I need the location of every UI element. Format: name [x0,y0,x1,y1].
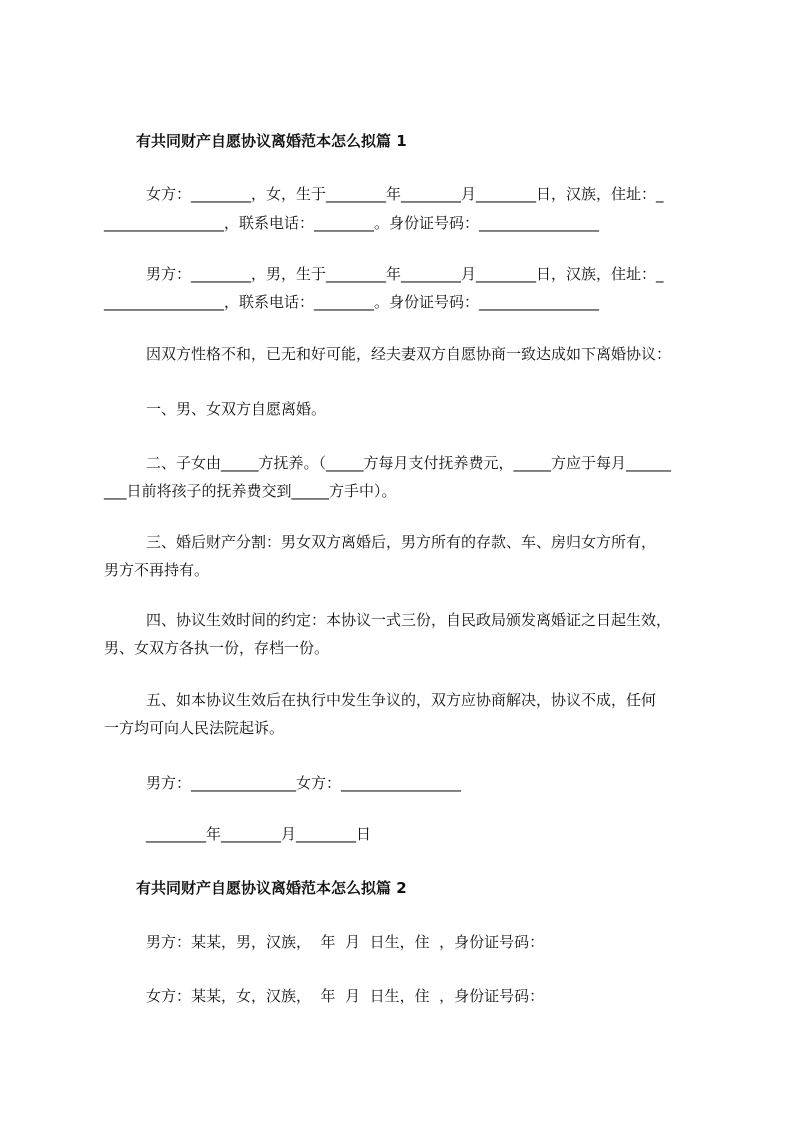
clause-2-line-1: 二、子女由_____方抚养。（_____方每月支付抚养费元，_____方应于每月______ [146,454,672,472]
clause-4-line-2: 男、女双方各执一份，存档一份。 [104,639,330,657]
wife-info-line-2: ________________，联系电话：________。身份证号码：________________ [104,214,600,232]
clause-2-line-2: ___日前将孩子的抚养费交到_____方手中）。 [104,482,397,500]
section-title-1: 有共同财产自愿协议离婚范本怎么拟篇 1 [136,132,407,150]
husband-info-line-1: 男方：________，男，生于________年________月________日，汉族，住址：_ [146,265,664,283]
section-title-2: 有共同财产自愿协议离婚范本怎么拟篇 2 [136,879,407,897]
clause-4-line-1: 四、协议生效时间的约定：本协议一式三份，自民政局颁发离婚证之日起生效， [146,611,672,629]
clause-5-line-2: 一方均可向人民法院起诉。 [104,719,285,737]
clause-3-line-2: 男方不再持有。 [104,561,210,579]
clause-3-line-1: 三、婚后财产分割：男女双方离婚后，男方所有的存款、车、房归女方所有， [146,533,657,551]
clause-5-line-1: 五、如本协议生效后在执行中发生争议的，双方应协商解决，协议不成，任何 [146,691,657,709]
husband-info-line-2: ________________，联系电话：________。身份证号码：________________ [104,293,600,311]
date-line: ________年________月________日 [146,825,372,843]
wife-info-line-1: 女方：________，女，生于________年________月________日，汉族，住址：_ [146,185,664,203]
clause-1: 一、男、女双方自愿离婚。 [146,400,327,418]
wife-info-2: 女方：某某，女，汉族， 年 月 日生，住 ，身份证号码： [146,987,545,1005]
intro-paragraph: 因双方性格不和，已无和好可能，经夫妻双方自愿协商一致达成如下离婚协议： [146,345,672,363]
husband-info-2: 男方：某某，男，汉族， 年 月 日生，住 ，身份证号码： [146,933,545,951]
signature-line: 男方：______________女方：________________ [146,774,462,792]
